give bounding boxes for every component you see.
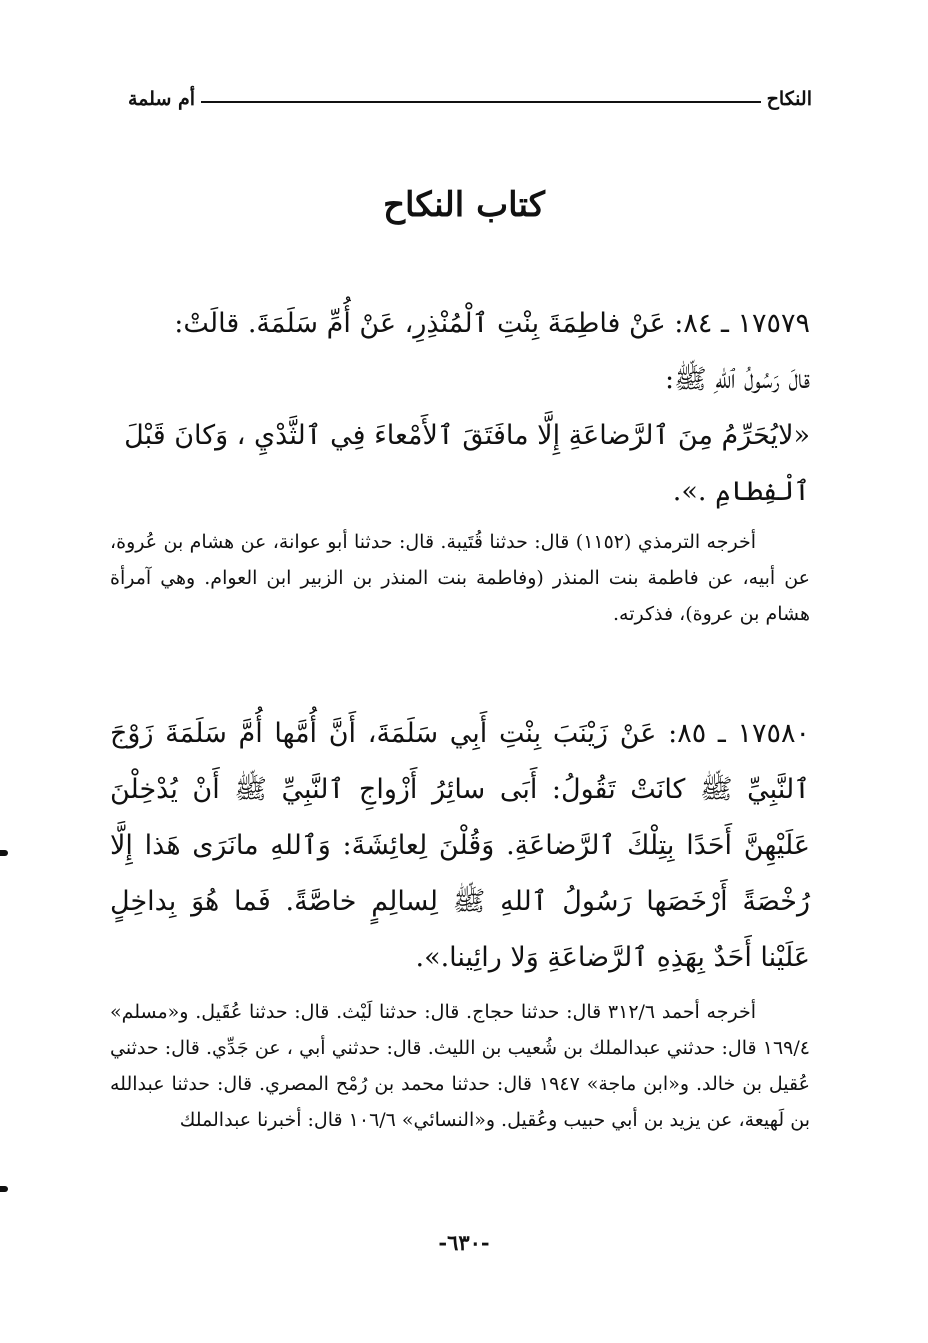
hadith-17579 — [110, 296, 810, 520]
takhrij-17579 — [110, 524, 810, 632]
hadith-text: ١٧٥٨٠ ـ ٨٥: عَنْ زَيْنَبَ بِنْتِ أَبِي سَلَمَةَ، أَنَّ أُمَّها أُمَّ سَلَمَةَ زَوْجَ ٱلنَّبِيِّ ﷺ كانَتْ تَقُولُ: أَبَى سائِرُ أَزْواجِ ٱلنَّبِيِّ ﷺ أَنْ يُدْخِلْنَ عَلَيْهِنَّ أَحَدًا بِتِلْكَ ٱلرَّضاعَةِ. وَقُلْنَ لِعائِشَةَ: وَٱللهِ مانَرَى هَذا إِلَّا رُخْصَةً أَرْخَصَها رَسُولُ ٱللهِ ﷺ لِسالِمٍ خاصَّةً. فَما هُوَ بِداخِلٍ عَلَيْنا أَحَدٌ بِهَذِهِ ٱلرَّضاعَةِ وَلا رائِينا.». — [110, 718, 810, 973]
takhrij-17580 — [110, 994, 810, 1138]
hadith-line: ٱلْفِطامِ .». — [672, 476, 810, 507]
hadith-line: ١٧٥٧٩ ـ ٨٤: عَنْ فاطِمَةَ بِنْتِ ٱلْمُنْذِرِ، عَنْ أُمِّ سَلَمَةَ. قالَتْ: — [174, 308, 810, 339]
scan-edge-mark — [0, 850, 8, 856]
page-number: -٦٣٠- — [438, 1230, 490, 1255]
book-title: كتاب النكاح — [383, 185, 545, 225]
scan-edge-mark — [0, 1186, 8, 1192]
hadith-line: قالَ رَسُولُ ٱللهِ ﷺ: — [664, 364, 810, 395]
header-narrator: أم سلمة — [128, 88, 196, 110]
hadith-line: «لايُحَرِّمُ مِنَ ٱلرَّضاعَةِ إِلَّا مافَتَقَ ٱلأَمْعاءَ فِي ٱلثَّدْيِ ، وَكانَ قَبْلَ — [124, 420, 810, 451]
takhrij-text: أخرجه أحمد ٣١٢/٦ قال: حدثنا حجاج. قال: حدثنا لَيْث. قال: حدثنا عُقَيل. و«مسلم» ١٦٩/٤ قال: حدثني عبدالملك بن شُعيب بن الليث. قال: حدثني أبي ، عن جَدِّي. قال: حدثني عُقيل بن خالد. و«ابن ماجة» ١٩٤٧ قال: حدثنا محمد بن رُمْح المصري. قال: حدثنا عبدالله بن لَهيعة، عن يزيد بن أبي حبيب وعُقيل. و«النسائي» ١٠٦/٦ قال: أخبرنا عبدالملك — [110, 1001, 810, 1131]
running-header — [128, 84, 812, 114]
header-rule — [201, 101, 761, 103]
takhrij-text: أخرجه الترمذي (١١٥٢) قال: حدثنا قُتَيبة. قال: حدثنا أبو عوانة، عن هشام بن عُروة، عن أبيه، عن فاطمة بنت المنذر (وفاطمة بنت المنذر بن الزبير ابن العوام. وهي آمرأة هشام بن عروة)، فذكرته. — [110, 531, 810, 625]
hadith-17580 — [110, 706, 810, 986]
header-chapter: النكاح — [766, 88, 812, 110]
